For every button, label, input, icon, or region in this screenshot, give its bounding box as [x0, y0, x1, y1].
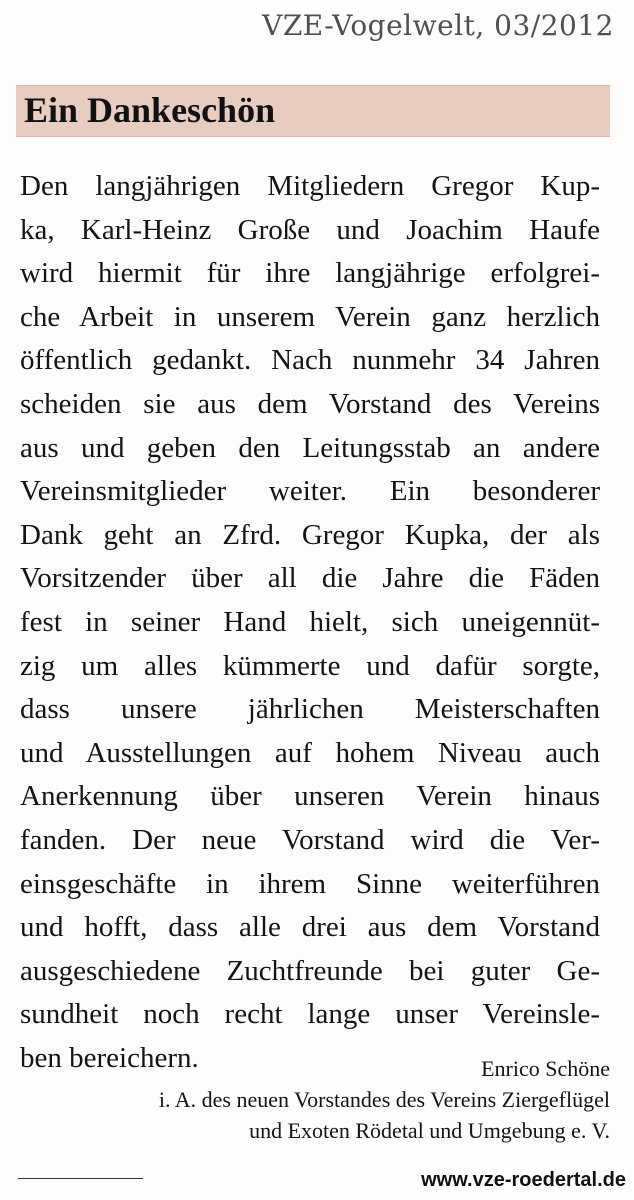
footer-divider — [18, 1178, 143, 1179]
article-body — [20, 165, 600, 1080]
signature-affiliation-line: i. A. des neuen Vorstandes des Vereins Ziergeflügel — [158, 1087, 610, 1112]
body-line: zig um alles kümmerte und dafür sorgte, — [20, 649, 600, 682]
body-line: Vereinsmitglieder weiter. Ein besonderer — [20, 475, 600, 508]
signature-name: Enrico Schöne — [481, 1056, 610, 1081]
signature-block — [159, 1053, 610, 1146]
signature-affiliation-line: und Exoten Rödetal und Umgebung e. V. — [249, 1118, 610, 1143]
body-line: öffentlich gedankt. Nach nunmehr 34 Jahren — [20, 344, 600, 377]
body-line: aus und geben den Leitungsstab an andere — [20, 431, 600, 464]
website-watermark[interactable]: www.vze-roedertal.de — [421, 1169, 626, 1191]
body-line-last: ben bereichern. — [20, 1041, 199, 1074]
body-line: scheiden sie aus dem Vorstand des Vereins — [20, 387, 600, 420]
body-line: fest in seiner Hand hielt, sich uneigennüt- — [20, 605, 600, 638]
body-line: Den langjährigen Mitgliedern Gregor Kup- — [20, 170, 600, 202]
body-line: Dank geht an Zfrd. Gregor Kupka, der als — [20, 518, 600, 551]
article-title: Ein Dankeschön — [24, 90, 276, 130]
body-line: ausgeschiedene Zuchtfreunde bei guter Ge- — [20, 954, 600, 987]
body-line: sundheit noch recht lange unser Vereinsle- — [20, 998, 600, 1031]
body-line: Anerkennung über unseren Verein hinaus — [20, 780, 600, 813]
body-line: dass unsere jährlichen Meisterschaften — [20, 693, 600, 726]
body-line: und hofft, dass alle drei aus dem Vorstand — [20, 911, 600, 944]
body-line: fanden. Der neue Vorstand wird die Ver- — [20, 823, 600, 856]
title-bar — [16, 85, 610, 137]
body-line: che Arbeit in unserem Verein ganz herzlich — [20, 300, 600, 333]
body-line: ka, Karl-Heinz Große und Joachim Haufe — [20, 213, 600, 246]
publication-header: VZE-Vogelwelt, 03/2012 — [262, 9, 614, 42]
body-line: Vorsitzender über all die Jahre die Fäden — [20, 562, 600, 595]
body-line: einsgeschäfte in ihrem Sinne weiterführen — [20, 867, 600, 900]
body-line: wird hiermit für ihre langjährige erfolgrei- — [20, 257, 600, 290]
body-line: und Ausstellungen auf hohem Niveau auch — [20, 736, 600, 769]
